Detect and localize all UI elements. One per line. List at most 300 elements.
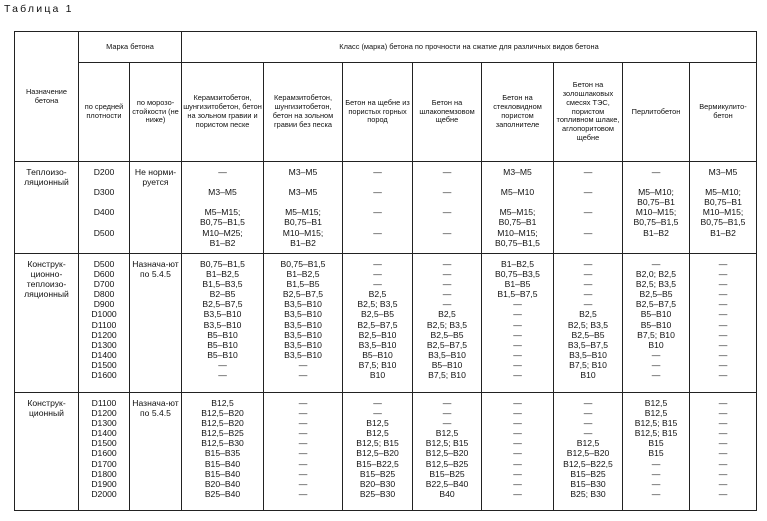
cell-line: В15–В40 bbox=[204, 468, 241, 479]
cell-line: В2,5–В7,5 bbox=[282, 289, 324, 300]
cell-line: — bbox=[513, 359, 522, 370]
class-cell bbox=[413, 254, 482, 393]
cell-line: В12,5; В15 bbox=[634, 428, 678, 439]
cell-line: В1–В2,5 bbox=[501, 259, 534, 269]
cell-line: В1–В2 bbox=[710, 227, 736, 238]
class-cell bbox=[182, 254, 264, 393]
cell-line: В0,75–В1,5 bbox=[200, 259, 245, 269]
cell-line: — bbox=[513, 349, 522, 360]
cell-line: В0,75–В1 bbox=[704, 197, 742, 208]
cell-line: — bbox=[718, 269, 728, 280]
cell-line: В15 bbox=[648, 438, 664, 449]
frost-cell: Назнача-ют по 5.4.5 bbox=[130, 393, 182, 511]
cell-line: — bbox=[583, 207, 593, 218]
cell-line: В5–В10 bbox=[362, 349, 393, 360]
cell-line: — bbox=[651, 478, 661, 489]
class-cell bbox=[482, 162, 554, 254]
cell-line: В0,75–В1,5 bbox=[495, 237, 540, 248]
class-cell bbox=[413, 162, 482, 254]
cell-line: — bbox=[651, 468, 661, 479]
class-cell bbox=[482, 393, 554, 511]
cell-line: В12,5; В15 bbox=[425, 438, 469, 449]
class-cell bbox=[482, 254, 554, 393]
cell-line: — bbox=[298, 488, 308, 499]
cell-line: — bbox=[513, 418, 522, 429]
class-cell bbox=[554, 254, 623, 393]
cell-line: D1400 bbox=[91, 428, 117, 439]
cell-line: — bbox=[442, 398, 452, 408]
cell-line: В15–В40 bbox=[204, 458, 241, 469]
cell-line: — bbox=[718, 349, 728, 360]
cell-line: — bbox=[718, 448, 728, 459]
cell-line: — bbox=[718, 468, 728, 479]
cell-line: — bbox=[718, 428, 728, 439]
cell-line: В10 bbox=[369, 370, 386, 381]
cell-line: — bbox=[513, 299, 522, 310]
cell-line: — bbox=[298, 458, 308, 469]
cell-line: В1–В5 bbox=[504, 279, 531, 290]
cell-line: В1,5–В7,5 bbox=[497, 289, 538, 300]
header-concrete-6: Бетон на золошлаковых смесях ТЭС, пористом топливном шлаке, аглопоритовом щебне bbox=[554, 63, 623, 162]
cell-line: В40 bbox=[439, 488, 455, 499]
cell-line: М10–М15; bbox=[497, 227, 538, 238]
cell-line: D1100 bbox=[91, 398, 117, 408]
cell-line: В7,5; В10 bbox=[428, 370, 466, 381]
cell-line: В2,5–В5 bbox=[430, 329, 464, 340]
cell-line: — bbox=[513, 438, 522, 449]
cell-line: — bbox=[513, 309, 522, 320]
cell-line: В15 bbox=[648, 448, 664, 459]
cell-line: — bbox=[583, 299, 593, 310]
cell-line: D1100 bbox=[91, 319, 117, 330]
class-cell bbox=[554, 162, 623, 254]
header-purpose: Назначение бетона bbox=[15, 32, 79, 162]
cell-line: — bbox=[298, 478, 308, 489]
class-cell bbox=[182, 162, 264, 254]
cell-line: М10–М15; bbox=[282, 227, 324, 238]
cell-line bbox=[554, 217, 622, 227]
cell-line: В3,5–В10 bbox=[358, 339, 397, 350]
cell-line: — bbox=[583, 408, 593, 419]
cell-line: М5–М10 bbox=[500, 187, 535, 198]
cell-line: — bbox=[513, 329, 522, 340]
cell-line: В5–В10 bbox=[207, 339, 238, 350]
cell-line bbox=[413, 217, 481, 227]
cell-line: В0,75–В1,5 bbox=[633, 217, 679, 228]
cell-line: М3–М5 bbox=[288, 187, 318, 198]
cell-line bbox=[79, 177, 129, 187]
density-cell bbox=[79, 162, 130, 254]
cell-line: — bbox=[298, 359, 308, 370]
cell-line: D1500 bbox=[91, 359, 117, 370]
cell-line: — bbox=[442, 269, 452, 280]
cell-line: В5–В10 bbox=[640, 319, 672, 330]
cell-line bbox=[482, 177, 553, 187]
cell-line: — bbox=[373, 167, 382, 177]
cell-line: В3,5–В10 bbox=[284, 319, 322, 330]
cell-line: В5–В10 bbox=[207, 349, 238, 360]
cell-line: М5–М10; bbox=[705, 187, 741, 198]
cell-line: В0,75–В1 bbox=[498, 217, 537, 228]
cell-line bbox=[343, 197, 412, 207]
cell-line: — bbox=[583, 279, 593, 290]
cell-line: В12,5–В20 bbox=[201, 418, 244, 429]
cell-line: — bbox=[218, 167, 227, 177]
cell-line: В15–В35 bbox=[204, 448, 241, 459]
cell-line: D1700 bbox=[91, 458, 117, 469]
cell-line bbox=[79, 197, 129, 207]
cell-line: М5–М15; bbox=[204, 207, 241, 218]
class-cell bbox=[413, 393, 482, 511]
cell-line: В2,5–В7,5 bbox=[426, 339, 468, 350]
cell-line: В3,5–В10 bbox=[284, 299, 322, 310]
cell-line: — bbox=[718, 299, 728, 310]
cell-line bbox=[343, 177, 412, 187]
cell-line: В2,0; В2,5 bbox=[635, 269, 677, 280]
cell-line: — bbox=[651, 359, 661, 370]
cell-line: — bbox=[583, 289, 593, 300]
frost-cell: Не норми-руется bbox=[130, 162, 182, 254]
cell-line: М5–М15; bbox=[499, 207, 536, 218]
cell-line: В22,5–В40 bbox=[425, 478, 469, 489]
cell-line bbox=[264, 197, 342, 207]
cell-line: — bbox=[298, 398, 308, 408]
cell-line: — bbox=[442, 227, 452, 238]
purpose-cell: Теплоизо-ляционный bbox=[15, 162, 79, 254]
cell-line: В0,75–В1,5 bbox=[200, 217, 245, 228]
cell-line: В15–В30 bbox=[570, 478, 606, 489]
cell-line: В2,5; В3,5 bbox=[635, 279, 677, 290]
purpose-cell: Конструк-ционный bbox=[15, 393, 79, 511]
cell-line: D500 bbox=[93, 259, 115, 269]
cell-line: — bbox=[718, 309, 728, 320]
cell-line: В0,75–В1,5 bbox=[280, 259, 326, 269]
cell-line: В12,5–В25 bbox=[201, 428, 244, 439]
cell-line: D1600 bbox=[91, 370, 117, 381]
cell-line: — bbox=[298, 438, 308, 449]
cell-line bbox=[264, 177, 342, 187]
header-concrete-4: Бетон на шлакопемзовом щебне bbox=[413, 63, 482, 162]
cell-line: — bbox=[718, 289, 728, 300]
cell-line: — bbox=[651, 167, 661, 177]
density-cell bbox=[79, 393, 130, 511]
cell-line: В2,5 bbox=[579, 309, 597, 320]
cell-line: — bbox=[718, 418, 728, 429]
cell-line: В3,5–В10 bbox=[203, 309, 242, 320]
cell-line: — bbox=[583, 167, 593, 177]
cell-line: — bbox=[718, 488, 728, 499]
cell-line: — bbox=[298, 408, 308, 419]
class-cell bbox=[264, 393, 343, 511]
header-concrete-3: Бетон на щебне из пористых горных пород bbox=[343, 63, 413, 162]
cell-line: В2,5; В3,5 bbox=[426, 319, 468, 330]
cell-line: В3,5–В7,5 bbox=[567, 339, 609, 350]
cell-line: — bbox=[513, 448, 522, 459]
cell-line: В15–В25 bbox=[429, 468, 465, 479]
header-grade-density: по средней плотности bbox=[79, 63, 130, 162]
cell-line: — bbox=[373, 279, 382, 290]
cell-line: — bbox=[718, 259, 728, 269]
group-row-thermal bbox=[15, 162, 757, 254]
cell-line: D600 bbox=[93, 269, 115, 280]
cell-line: — bbox=[583, 269, 593, 280]
cell-line: — bbox=[583, 227, 593, 238]
cell-line: — bbox=[373, 227, 382, 238]
cell-line: — bbox=[218, 359, 227, 370]
cell-line: В1–В2,5 bbox=[206, 269, 239, 280]
cell-line: — bbox=[298, 468, 308, 479]
cell-line bbox=[554, 197, 622, 207]
cell-line: В1,5–В3,5 bbox=[202, 279, 243, 290]
cell-line: В5–В10 bbox=[640, 309, 672, 320]
cell-line: М5–М10; bbox=[638, 187, 674, 198]
cell-line: — bbox=[718, 458, 728, 469]
cell-line: — bbox=[513, 428, 522, 439]
cell-line bbox=[482, 197, 553, 207]
class-cell bbox=[623, 162, 690, 254]
cell-line: D500 bbox=[93, 227, 115, 238]
class-cell bbox=[554, 393, 623, 511]
cell-line: — bbox=[513, 339, 522, 350]
group-row-structural bbox=[15, 393, 757, 511]
cell-line bbox=[554, 177, 622, 187]
header-concrete-2: Керамзитобетон, шунгизитобетон, бетон на зольном гравии без песка bbox=[264, 63, 343, 162]
cell-line: — bbox=[651, 488, 661, 499]
cell-line: В2,5 bbox=[438, 309, 456, 320]
cell-line: В12,5; В15 bbox=[356, 438, 399, 449]
cell-line: М10–М25; bbox=[202, 227, 243, 238]
cell-line: В2,5–В7,5 bbox=[357, 319, 398, 330]
cell-line: В3,5–В10 bbox=[203, 319, 242, 330]
header-concrete-8: Вермикулито-бетон bbox=[690, 63, 757, 162]
cell-line bbox=[182, 197, 263, 207]
cell-line: В3,5–В10 bbox=[284, 349, 322, 360]
cell-line: В5–В10 bbox=[431, 359, 463, 370]
cell-line: В2,5–В5 bbox=[639, 289, 673, 300]
cell-line: — bbox=[651, 458, 661, 469]
class-cell bbox=[343, 254, 413, 393]
cell-line: М3–М5 bbox=[288, 167, 318, 177]
cell-line: В2–В5 bbox=[209, 289, 236, 300]
cell-line: — bbox=[442, 408, 452, 419]
cell-line: — bbox=[718, 398, 728, 408]
cell-line: В10 bbox=[648, 339, 664, 350]
cell-line: В12,5 bbox=[644, 408, 668, 419]
cell-line: В12,5 bbox=[644, 398, 668, 408]
header-grade-frost: по морозо-стойкости (не ниже) bbox=[130, 63, 182, 162]
cell-line: В3,5–В10 bbox=[284, 329, 322, 340]
cell-line: — bbox=[513, 319, 522, 330]
cell-line: В1–В2 bbox=[290, 237, 316, 248]
cell-line: — bbox=[583, 398, 593, 408]
cell-line: В2,5; В3,5 bbox=[567, 319, 609, 330]
cell-line: В12,5 bbox=[366, 418, 389, 429]
cell-line bbox=[413, 177, 481, 187]
cell-line: D300 bbox=[93, 187, 115, 198]
cell-line bbox=[343, 217, 412, 227]
cell-line: В20–В30 bbox=[359, 478, 396, 489]
cell-line: — bbox=[718, 370, 728, 381]
cell-line: В1–В2,5 bbox=[286, 269, 320, 280]
cell-line: — bbox=[373, 269, 382, 280]
cell-line: — bbox=[442, 259, 452, 269]
header-class-group: Класс (марка) бетона по прочности на сжатие для различных видов бетона bbox=[182, 32, 757, 63]
cell-line: В12,5–В20 bbox=[201, 408, 244, 419]
cell-line: D1500 bbox=[91, 438, 117, 449]
cell-line: В0,75–В1 bbox=[637, 197, 675, 208]
header-grade-group: Марка бетона bbox=[79, 32, 182, 63]
cell-line: М3–М5 bbox=[708, 167, 738, 177]
cell-line: — bbox=[651, 349, 661, 360]
class-cell bbox=[182, 393, 264, 511]
cell-line: В1,5–В5 bbox=[286, 279, 320, 290]
cell-line: В12,5–В30 bbox=[201, 438, 244, 449]
cell-line: D800 bbox=[93, 289, 115, 300]
cell-line: — bbox=[583, 259, 593, 269]
class-cell bbox=[623, 393, 690, 511]
cell-line: В5–В10 bbox=[207, 329, 238, 340]
cell-line: — bbox=[442, 167, 452, 177]
cell-line: — bbox=[442, 207, 452, 218]
cell-line: — bbox=[513, 478, 522, 489]
cell-line: D900 bbox=[93, 299, 115, 310]
cell-line: — bbox=[298, 418, 308, 429]
cell-line: — bbox=[718, 478, 728, 489]
class-cell bbox=[690, 162, 757, 254]
cell-line: М3–М5 bbox=[503, 167, 532, 177]
class-cell bbox=[264, 162, 343, 254]
cell-line: — bbox=[513, 468, 522, 479]
cell-line: М10–М15; bbox=[635, 207, 677, 218]
cell-line: — bbox=[373, 408, 382, 419]
cell-line: В3,5–В10 bbox=[284, 309, 322, 320]
cell-line: В2,5–В5 bbox=[361, 309, 394, 320]
cell-line: В15–В25 bbox=[570, 468, 606, 479]
cell-line: D2000 bbox=[91, 488, 117, 499]
cell-line: — bbox=[373, 187, 382, 198]
cell-line: В0,75–В3,5 bbox=[495, 269, 540, 280]
cell-line: — bbox=[583, 187, 593, 198]
class-cell bbox=[690, 254, 757, 393]
cell-line: В1–В2 bbox=[643, 227, 669, 238]
cell-line: — bbox=[373, 207, 382, 218]
cell-line: D1300 bbox=[91, 418, 117, 429]
cell-line: D1600 bbox=[91, 448, 117, 459]
cell-line: В15–В25 bbox=[359, 468, 396, 479]
cell-line: В2,5–В7,5 bbox=[202, 299, 243, 310]
cell-line: В3,5–В10 bbox=[428, 349, 466, 360]
cell-line: D1900 bbox=[91, 478, 117, 489]
cell-line: — bbox=[218, 370, 227, 381]
group-row-structural-thermal bbox=[15, 254, 757, 393]
cell-line: В12,5–В20 bbox=[425, 448, 469, 459]
header-concrete-5: Бетон на стекловидном пористом заполнителе bbox=[482, 63, 554, 162]
cell-line: В3,5–В10 bbox=[284, 339, 322, 350]
cell-line: В20–В40 bbox=[204, 478, 241, 489]
cell-line: В25; В30 bbox=[570, 488, 606, 499]
cell-line: В12,5–В22,5 bbox=[563, 458, 613, 469]
cell-line bbox=[182, 177, 263, 187]
cell-line: В1–В2 bbox=[209, 237, 236, 248]
cell-line bbox=[690, 177, 756, 187]
class-cell bbox=[343, 162, 413, 254]
class-cell bbox=[343, 393, 413, 511]
cell-line: — bbox=[718, 408, 728, 419]
cell-line: В2,5–В10 bbox=[358, 329, 397, 340]
cell-line: — bbox=[718, 359, 728, 370]
cell-line: В7,5; В10 bbox=[637, 329, 675, 340]
cell-line: — bbox=[442, 418, 452, 429]
cell-line: — bbox=[583, 428, 593, 439]
cell-line: — bbox=[513, 488, 522, 499]
cell-line: В2,5–В5 bbox=[571, 329, 605, 340]
cell-line: — bbox=[651, 259, 661, 269]
cell-line: D1000 bbox=[91, 309, 117, 320]
cell-line: В7,5; В10 bbox=[569, 359, 607, 370]
cell-line: — bbox=[718, 438, 728, 449]
cell-line: — bbox=[442, 187, 452, 198]
cell-line: — bbox=[718, 339, 728, 350]
cell-line: В12,5 bbox=[576, 438, 600, 449]
cell-line: — bbox=[513, 458, 522, 469]
header-concrete-7: Перлитобетон bbox=[623, 63, 690, 162]
purpose-cell: Конструк-ционно-теплоизо-ляционный bbox=[15, 254, 79, 393]
cell-line: — bbox=[583, 418, 593, 429]
cell-line: В12,5 bbox=[366, 428, 389, 439]
cell-line bbox=[79, 217, 129, 227]
cell-line: D1400 bbox=[91, 349, 117, 360]
cell-line: В15–В22,5 bbox=[356, 458, 399, 469]
cell-line: — bbox=[718, 279, 728, 290]
frost-cell: Назнача-ют по 5.4.5 bbox=[130, 254, 182, 393]
concrete-class-table bbox=[14, 31, 757, 511]
cell-line: В12,5; В15 bbox=[634, 418, 678, 429]
cell-line: М5–М15; bbox=[285, 207, 321, 218]
cell-line: В25–В30 bbox=[359, 488, 396, 499]
cell-line: — bbox=[513, 398, 522, 408]
cell-line: D1200 bbox=[91, 329, 117, 340]
cell-line: В25–В40 bbox=[204, 488, 241, 499]
cell-line: D400 bbox=[93, 207, 115, 218]
cell-line: — bbox=[373, 398, 382, 408]
cell-line: — bbox=[442, 289, 452, 300]
cell-line: В7,5; В10 bbox=[358, 359, 397, 370]
cell-line: D700 bbox=[93, 279, 115, 290]
cell-line: В10 bbox=[580, 370, 596, 381]
cell-line: — bbox=[718, 319, 728, 330]
cell-line: — bbox=[513, 408, 522, 419]
density-cell bbox=[79, 254, 130, 393]
cell-line: В2,5 bbox=[368, 289, 387, 300]
cell-line: В2,5; В3,5 bbox=[357, 299, 398, 310]
cell-line bbox=[413, 197, 481, 207]
cell-line: В3,5–В10 bbox=[569, 349, 607, 360]
cell-line: М10–М15; bbox=[702, 207, 744, 218]
cell-line: — bbox=[718, 329, 728, 340]
cell-line: D200 bbox=[93, 167, 115, 177]
cell-line: В0,75–В1,5 bbox=[700, 217, 746, 228]
cell-line: — bbox=[442, 299, 452, 310]
class-cell bbox=[690, 393, 757, 511]
cell-line: — bbox=[298, 428, 308, 439]
cell-line: — bbox=[651, 370, 661, 381]
cell-line: В0,75–В1 bbox=[284, 217, 322, 228]
cell-line: — bbox=[373, 259, 382, 269]
cell-line bbox=[623, 177, 689, 187]
cell-line: В12,5 bbox=[211, 398, 234, 408]
cell-line: — bbox=[442, 279, 452, 290]
class-cell bbox=[623, 254, 690, 393]
